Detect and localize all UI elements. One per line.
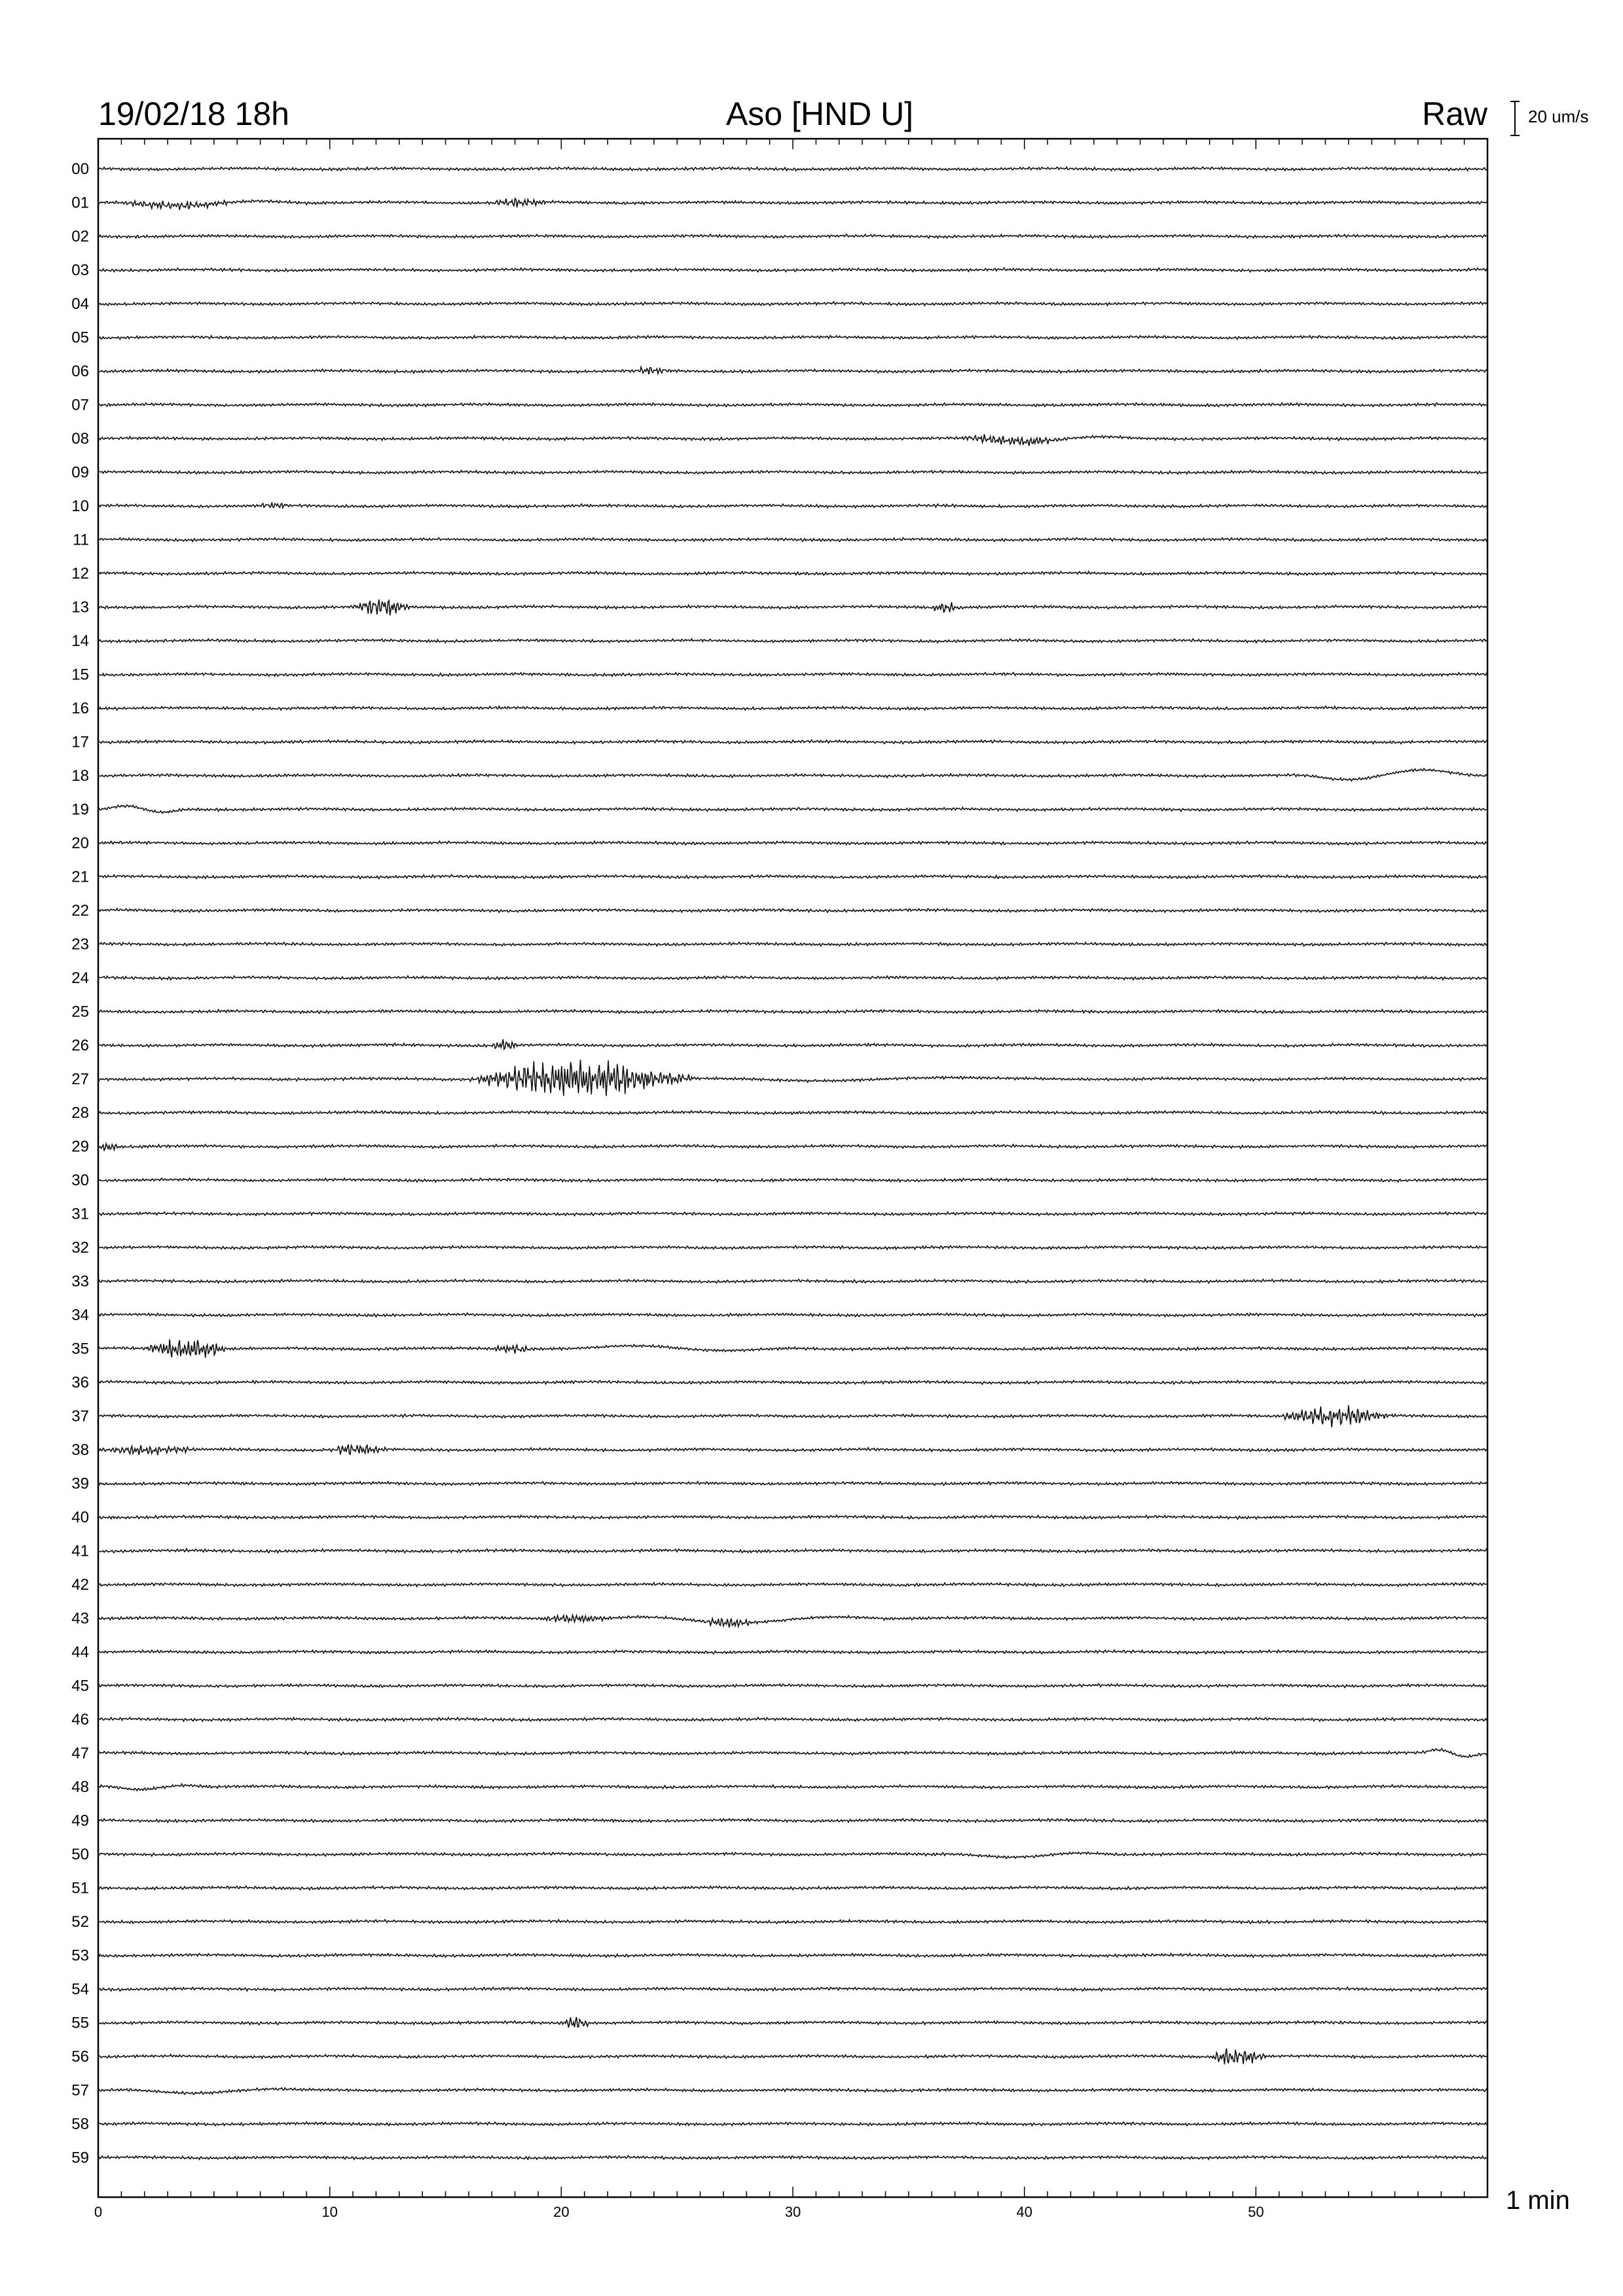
trace-line [98, 841, 1487, 845]
row-label: 21 [71, 868, 89, 886]
trace-line [98, 1340, 1487, 1358]
trace-line [98, 768, 1487, 781]
row-label: 41 [71, 1542, 89, 1560]
trace-line [98, 1954, 1487, 1958]
trace-line [98, 1920, 1487, 1924]
trace-line [98, 942, 1487, 946]
row-label: 02 [71, 228, 89, 245]
trace-line [98, 198, 1487, 210]
trace-line [98, 976, 1487, 980]
mode-label: Raw [1421, 96, 1487, 132]
row-label: 05 [71, 329, 89, 347]
row-label: 01 [71, 194, 89, 212]
trace-line [98, 1313, 1487, 1317]
row-label: 57 [71, 2081, 89, 2100]
trace-line [98, 336, 1487, 340]
row-label: 35 [71, 1340, 89, 1358]
trace-line [98, 1111, 1487, 1115]
trace-line [98, 1819, 1487, 1823]
row-label: 09 [71, 463, 89, 482]
trace-line [98, 2156, 1487, 2160]
trace-line [98, 1650, 1487, 1654]
row-label: 36 [71, 1374, 89, 1391]
row-label: 12 [71, 565, 89, 583]
trace-line [98, 1211, 1487, 1215]
row-label: 11 [73, 531, 89, 549]
row-label: 03 [71, 261, 89, 279]
row-label: 14 [71, 632, 89, 650]
trace-line [98, 234, 1487, 238]
row-label: 30 [71, 1172, 89, 1189]
trace-line [98, 2017, 1487, 2028]
row-label: 00 [71, 160, 89, 178]
row-label: 32 [71, 1239, 89, 1257]
trace-line [98, 1009, 1487, 1013]
row-label: 39 [71, 1475, 89, 1493]
row-label: 34 [71, 1306, 89, 1324]
trace-line [98, 1246, 1487, 1249]
row-label: 53 [71, 1946, 89, 1965]
trace-line [98, 302, 1487, 306]
trace-line [98, 1405, 1487, 1427]
trace-line [98, 1039, 1487, 1049]
trace-line [98, 1583, 1487, 1587]
row-label: 52 [71, 1913, 89, 1931]
trace-line [98, 1060, 1487, 1096]
x-tick-label: 30 [784, 2204, 801, 2220]
trace-line [98, 1615, 1487, 1628]
row-label: 58 [71, 2115, 89, 2133]
row-label: 49 [71, 1812, 89, 1830]
row-label: 55 [71, 2014, 89, 2032]
x-tick-labels [94, 2204, 1264, 2220]
trace-line [98, 600, 1487, 616]
trace-line [98, 367, 1487, 374]
x-tick-label: 0 [94, 2204, 103, 2220]
row-label: 23 [71, 935, 89, 954]
trace-line [98, 639, 1487, 643]
row-label: 26 [71, 1037, 89, 1054]
trace-line [98, 1482, 1487, 1486]
trace-line [98, 268, 1487, 272]
trace-line [98, 1684, 1487, 1688]
row-label: 31 [71, 1205, 89, 1223]
trace-line [98, 1886, 1487, 1890]
trace-line [98, 874, 1487, 878]
row-label: 56 [71, 2048, 89, 2066]
trace-line [98, 1178, 1487, 1182]
trace-line [98, 2122, 1487, 2126]
trace-line [98, 1852, 1487, 1859]
row-label: 59 [71, 2149, 89, 2167]
row-label: 19 [71, 800, 89, 819]
trace-line [98, 1784, 1487, 1791]
row-label: 13 [71, 598, 89, 617]
x-tick-label: 40 [1016, 2204, 1032, 2220]
row-label: 29 [71, 1138, 89, 1156]
row-label: 07 [71, 396, 89, 414]
row-label: 44 [71, 1643, 89, 1661]
amplitude-scale-bar [1510, 101, 1520, 135]
x-tick-label: 20 [553, 2204, 570, 2220]
row-label: 38 [71, 1441, 89, 1459]
trace-line [98, 571, 1487, 575]
trace-line [98, 805, 1487, 814]
row-label: 46 [71, 1711, 89, 1729]
trace-line [98, 672, 1487, 676]
trace-line [98, 908, 1487, 912]
trace-line [98, 2049, 1487, 2065]
trace-line [98, 167, 1487, 171]
seismic-traces [98, 167, 1487, 2159]
row-labels [71, 160, 89, 2167]
row-label: 28 [71, 1104, 89, 1122]
row-label: 16 [71, 700, 89, 717]
trace-line [98, 1749, 1487, 1757]
row-label: 37 [71, 1407, 89, 1426]
station-title: Aso [HND U] [725, 96, 914, 132]
trace-line [98, 1143, 1487, 1150]
x-tick-label: 10 [321, 2204, 338, 2220]
row-label: 17 [71, 733, 89, 751]
trace-line [98, 1280, 1487, 1283]
row-label: 04 [71, 295, 89, 313]
row-label: 08 [71, 430, 89, 448]
row-label: 54 [71, 1981, 89, 1998]
trace-line [98, 538, 1487, 542]
trace-line [98, 1515, 1487, 1519]
row-label: 33 [71, 1272, 89, 1291]
trace-line [98, 471, 1487, 475]
row-label: 10 [71, 497, 89, 515]
row-label: 42 [71, 1576, 89, 1594]
amplitude-scale-label: 20 um/s [1528, 107, 1589, 126]
row-label: 25 [71, 1003, 89, 1021]
row-label: 27 [71, 1070, 89, 1088]
row-label: 18 [71, 767, 89, 785]
row-label: 22 [71, 902, 89, 920]
row-label: 50 [71, 1846, 89, 1863]
row-label: 20 [71, 834, 89, 852]
row-label: 06 [71, 363, 89, 380]
x-axis-label: 1 min [1506, 2186, 1570, 2215]
row-label: 24 [71, 969, 89, 987]
trace-line [98, 2088, 1487, 2094]
row-label: 48 [71, 1778, 89, 1796]
row-label: 51 [71, 1879, 89, 1897]
trace-line [98, 403, 1487, 407]
x-tick-label: 50 [1248, 2204, 1264, 2220]
row-label: 43 [71, 1609, 89, 1628]
row-label: 15 [71, 666, 89, 684]
trace-line [98, 1987, 1487, 1991]
trace-line [98, 502, 1487, 508]
trace-line [98, 1717, 1487, 1721]
trace-line [98, 740, 1487, 744]
trace-line [98, 1380, 1487, 1384]
row-label: 40 [71, 1509, 89, 1526]
trace-line [98, 706, 1487, 710]
row-label: 47 [71, 1744, 89, 1763]
trace-line [98, 435, 1487, 446]
datetime-label: 19/02/18 18h [98, 96, 289, 132]
trace-line [98, 1444, 1487, 1455]
row-label: 45 [71, 1677, 89, 1695]
trace-line [98, 1549, 1487, 1552]
